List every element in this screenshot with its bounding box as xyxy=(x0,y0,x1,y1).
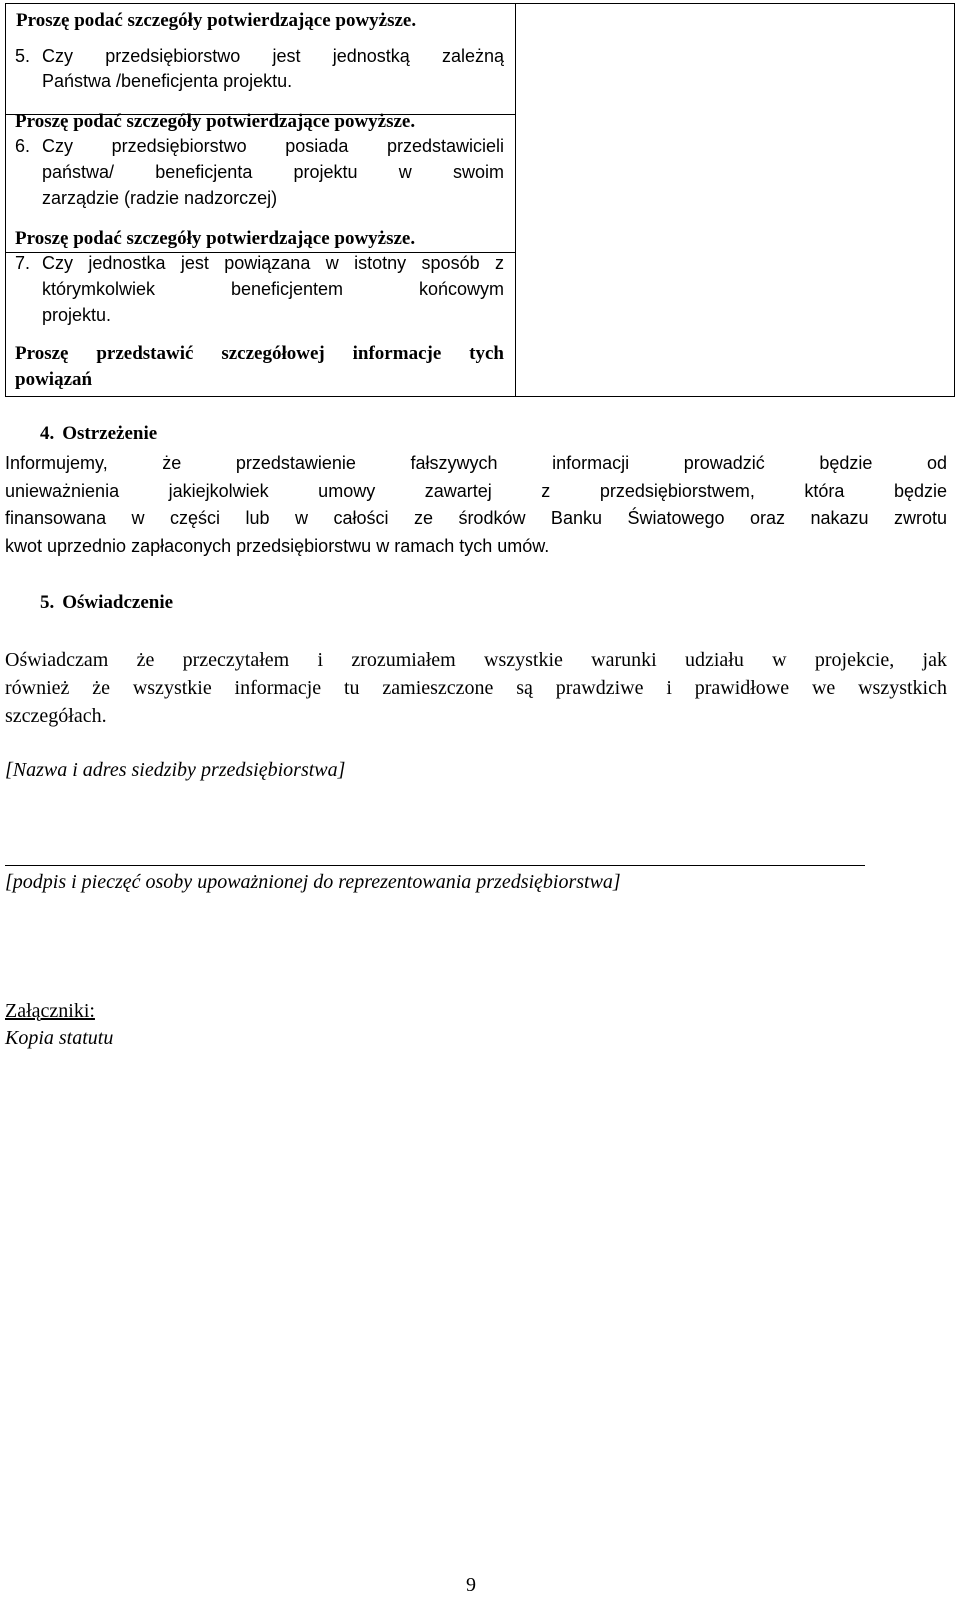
paragraph-line: Informujemy, że przedstawienie fałszywych informacji prowadzić będzie od xyxy=(5,453,947,473)
warning-heading xyxy=(40,423,157,445)
page-number: 9 xyxy=(466,1574,476,1596)
question-line: którymkolwiek beneficjentem końcowym xyxy=(42,279,504,299)
details-prompt: Proszę podać szczegóły potwierdzające powyższe. xyxy=(16,10,417,31)
paragraph-line: finansowana w części lub w całości ze środków Banku Światowego oraz nakazu zwrotu xyxy=(5,508,947,528)
declaration-heading xyxy=(40,592,173,614)
item-number: 6. xyxy=(15,136,31,156)
paragraph-line: Oświadczam że przeczytałem i zrozumiałem wszystkie warunki udziału w projekcie, jak xyxy=(5,649,947,671)
details-prompt: Proszę podać szczegóły potwierdzające powyższe. xyxy=(15,228,416,249)
info-prompt-line: Proszę przedstawić szczegółowej informacje tych xyxy=(15,343,504,364)
attachments-heading: Załączniki: xyxy=(5,1000,95,1022)
question-line: Czy przedsiębiorstwo jest jednostką zależną xyxy=(42,46,504,66)
attachment-item: Kopia statutu xyxy=(5,1027,114,1049)
signature-placeholder: [podpis i pieczęć osoby upoważnionej do reprezentowania przedsiębiorstwa] xyxy=(5,871,621,893)
question-item-6 xyxy=(15,133,504,211)
info-prompt-line: powiązań xyxy=(15,369,93,390)
question-line: Czy jednostka jest powiązana w istotny sposób z xyxy=(42,253,504,273)
details-prompt: Proszę podać szczegóły potwierdzające powyższe. xyxy=(15,111,416,132)
question-item-5 xyxy=(15,44,504,94)
section-number: 4. xyxy=(40,423,55,444)
question-line: Czy przedsiębiorstwo posiada przedstawicieli xyxy=(42,136,504,156)
paragraph-line: również że wszystkie informacje tu zamieszczone są prawdziwe i prawidłowe we wszystkich xyxy=(5,677,947,699)
declaration-paragraph xyxy=(5,646,947,730)
question-line: Państwa /beneficjenta projektu. xyxy=(42,71,293,91)
question-item-7 xyxy=(15,250,504,328)
item-number: 7. xyxy=(15,253,31,273)
item-number: 5. xyxy=(15,46,31,66)
section-number: 5. xyxy=(40,592,55,613)
paragraph-line: unieważnienia jakiejkolwiek umowy zawartej z przedsiębiorstwem, która będzie xyxy=(5,480,947,501)
question-line: projektu. xyxy=(42,305,112,325)
paragraph-line: kwot uprzednio zapłaconych przedsiębiorstwu w ramach tych umów. xyxy=(5,535,550,556)
answer-cell[interactable] xyxy=(516,4,955,397)
info-prompt xyxy=(15,341,504,393)
paragraph-line: szczegółach. xyxy=(5,705,107,727)
warning-paragraph xyxy=(5,450,947,560)
question-line: zarządzie (radzie nadzorczej) xyxy=(42,188,278,208)
question-line: państwa/ beneficjenta projektu w swoim xyxy=(42,162,504,182)
company-name-placeholder: [Nazwa i adres siedziby przedsiębiorstwa] xyxy=(5,759,346,781)
section-title: Oświadczenie xyxy=(62,592,174,613)
signature-line xyxy=(5,865,865,866)
section-title: Ostrzeżenie xyxy=(62,423,158,444)
